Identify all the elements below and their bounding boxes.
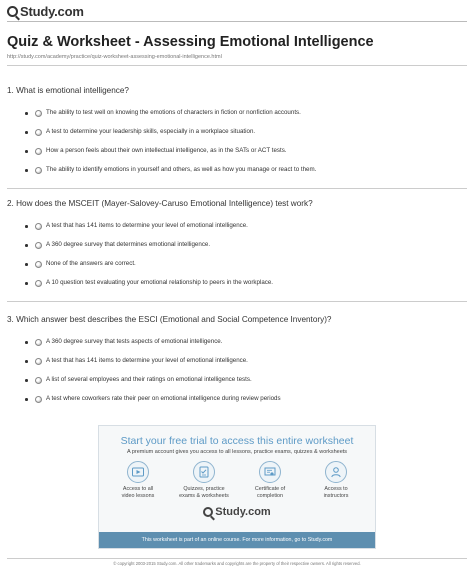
feature-quizzes — [174, 461, 234, 500]
answer-text: A 10 question test evaluating your emotional relationship to peers in the workplace. — [46, 279, 274, 286]
question-1 — [7, 86, 467, 189]
radio-button-icon[interactable] — [35, 261, 42, 268]
radio-button-icon[interactable] — [35, 377, 42, 384]
feature-video-lessons — [108, 461, 168, 500]
feature-label: Access to instructors — [323, 486, 349, 499]
promo-subheading: A premium account gives you access to all lessons, practice exams, quizzes & worksheets — [126, 449, 348, 455]
magnifier-logo-icon — [7, 6, 18, 17]
bullet-icon — [25, 282, 28, 285]
answer-option[interactable] — [7, 390, 467, 409]
feature-label: Certificate of completion — [254, 486, 286, 499]
answer-text: How a person feels about their own intellectual intelligence, as in the SATs or ACT tests. — [46, 147, 287, 154]
promo-logo[interactable] — [99, 506, 375, 518]
bullet-icon — [25, 131, 28, 134]
page-url: http://study.com/academy/practice/quiz-worksheet-assessing-emotional-intelligence.html — [7, 54, 222, 60]
bullet-icon — [25, 150, 28, 153]
logo-text: Study.com — [20, 4, 84, 19]
answer-option[interactable] — [7, 352, 467, 371]
header-divider — [7, 21, 467, 22]
answer-option[interactable] — [7, 161, 467, 180]
bullet-icon — [25, 225, 28, 228]
answer-list — [7, 104, 467, 180]
answer-text: A list of several employees and their ratings on emotional intelligence tests. — [46, 376, 252, 383]
feature-list — [105, 461, 369, 500]
promo-heading: Start your free trial to access this entire worksheet — [120, 435, 354, 447]
bullet-icon — [25, 341, 28, 344]
answer-option[interactable] — [7, 333, 467, 352]
feature-certificate — [240, 461, 300, 500]
answer-option[interactable] — [7, 142, 467, 161]
answer-text: None of the answers are correct. — [46, 260, 136, 267]
answer-text: A test where coworkers rate their peer on emotional intelligence during review periods — [46, 395, 281, 402]
answer-list — [7, 333, 467, 409]
feature-label: Access to all video lessons — [121, 486, 155, 499]
radio-button-icon[interactable] — [35, 223, 42, 230]
question-text: 2. How does the MSCEIT (Mayer-Salovey-Caruso Emotional Intelligence) test work? — [7, 199, 313, 208]
promo-info-bar[interactable]: This worksheet is part of an online course. For more information, go to Study.com — [99, 532, 375, 548]
site-logo[interactable] — [7, 4, 84, 19]
question-text: 3. Which answer best describes the ESCI (Emotional and Social Competence Inventory)? — [7, 315, 332, 324]
answer-text: A 360 degree survey that tests aspects of emotional intelligence. — [46, 338, 223, 345]
bullet-icon — [25, 379, 28, 382]
bullet-icon — [25, 398, 28, 401]
magnifier-logo-icon — [203, 507, 213, 517]
answer-text: A test that has 141 items to determine your level of emotional intelligence. — [46, 357, 248, 364]
footer-divider — [7, 558, 467, 559]
answer-option[interactable] — [7, 255, 467, 274]
answer-text: The ability to identify emotions in yourself and others, as well as how you manage or react to them. — [46, 166, 317, 173]
url-divider — [7, 65, 467, 66]
answer-list — [7, 217, 467, 293]
radio-button-icon[interactable] — [35, 129, 42, 136]
radio-button-icon[interactable] — [35, 148, 42, 155]
answer-option[interactable] — [7, 123, 467, 142]
feature-label: Quizzes, practice exams & worksheets — [179, 486, 229, 499]
radio-button-icon[interactable] — [35, 280, 42, 287]
question-3 — [7, 315, 467, 409]
page-title: Quiz & Worksheet - Assessing Emotional Intelligence — [7, 34, 374, 50]
certificate-icon — [259, 461, 281, 483]
free-trial-promo[interactable] — [98, 425, 376, 549]
bullet-icon — [25, 263, 28, 266]
answer-option[interactable] — [7, 236, 467, 255]
bullet-icon — [25, 244, 28, 247]
instructor-icon — [325, 461, 347, 483]
video-icon — [127, 461, 149, 483]
bullet-icon — [25, 169, 28, 172]
question-2 — [7, 199, 467, 302]
radio-button-icon[interactable] — [35, 242, 42, 249]
radio-button-icon[interactable] — [35, 110, 42, 117]
answer-option[interactable] — [7, 217, 467, 236]
promo-logo-text: Study.com — [215, 506, 271, 518]
feature-instructors — [306, 461, 366, 500]
radio-button-icon[interactable] — [35, 396, 42, 403]
question-divider — [7, 188, 467, 189]
radio-button-icon[interactable] — [35, 167, 42, 174]
answer-text: A test that has 141 items to determine your level of emotional intelligence. — [46, 222, 248, 229]
radio-button-icon[interactable] — [35, 358, 42, 365]
answer-option[interactable] — [7, 104, 467, 123]
answer-text: The ability to test well on knowing the emotions of characters in fiction or nonfiction accounts. — [46, 109, 301, 116]
answer-option[interactable] — [7, 274, 467, 293]
radio-button-icon[interactable] — [35, 339, 42, 346]
bullet-icon — [25, 360, 28, 363]
question-text: 1. What is emotional intelligence? — [7, 86, 129, 95]
copyright-footer: © copyright 2003-2015 Study.com. All other trademarks and copyrights are the property of their respective owners. All rights reserved. — [113, 561, 361, 566]
answer-text: A test to determine your leadership skills, especially in a workplace situation. — [46, 128, 256, 135]
answer-text: A 360 degree survey that determines emotional intelligence. — [46, 241, 211, 248]
checklist-icon — [193, 461, 215, 483]
bullet-icon — [25, 112, 28, 115]
question-divider — [7, 301, 467, 302]
answer-option[interactable] — [7, 371, 467, 390]
